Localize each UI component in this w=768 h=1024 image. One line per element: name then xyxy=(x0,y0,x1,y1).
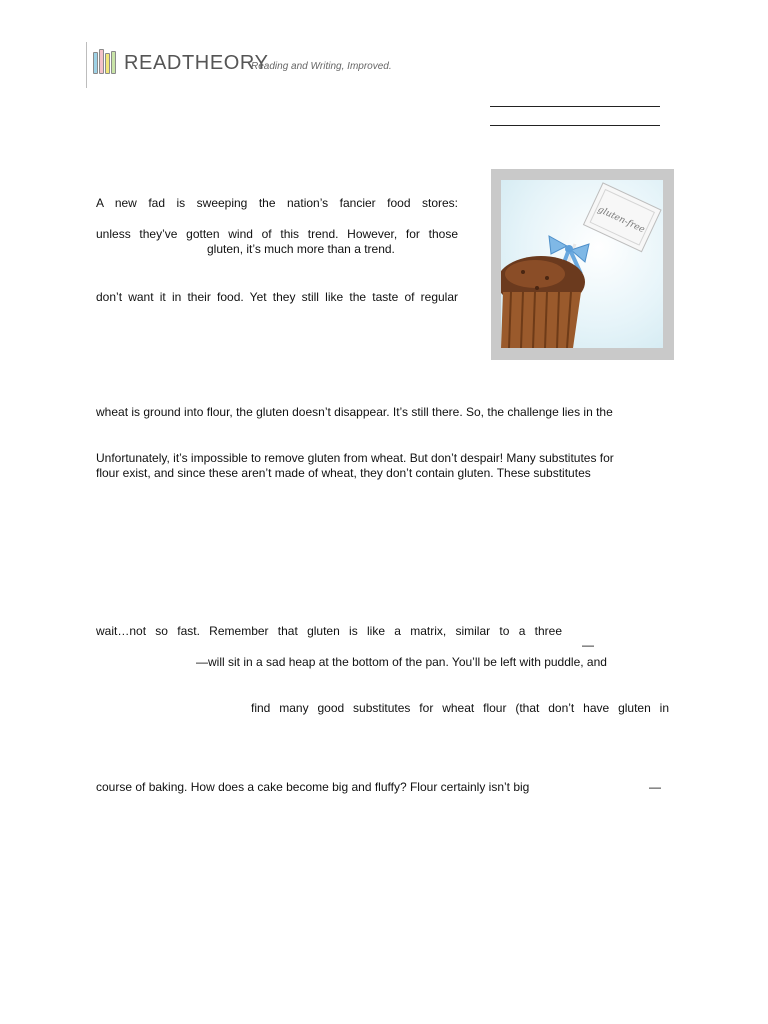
passage-line-9: —will sit in a sad heap at the bottom of the pan. You’ll be left with puddle, and xyxy=(196,655,607,669)
passage-line-5: wheat is ground into flour, the gluten doesn’t disappear. It’s still there. So, the challenge lies in the xyxy=(96,405,613,419)
passage-dash-1: — xyxy=(582,638,594,652)
passage-line-3: gluten, it’s much more than a trend. xyxy=(207,242,395,256)
brand-name: READTHEORY xyxy=(124,52,269,74)
brand-tagline: Reading and Writing, Improved. xyxy=(251,61,392,72)
passage-line-1: A new fad is sweeping the nation’s fancier food stores: xyxy=(96,196,458,210)
passage-line-2: unless they’ve gotten wind of this trend. However, for those xyxy=(96,227,458,241)
passage-line-10: find many good substitutes for wheat flour (that don’t have gluten in xyxy=(251,701,669,715)
passage-line-6: Unfortunately, it’s impossible to remove gluten from wheat. But don’t despair! Many substitutes for xyxy=(96,451,614,465)
muffin-illustration xyxy=(501,180,663,348)
passage-line-4: don’t want it in their food. Yet they still like the taste of regular xyxy=(96,290,458,304)
gluten-free-muffin-image xyxy=(501,180,663,348)
passage-line-11: course of baking. How does a cake become big and fluffy? Flour certainly isn’t big xyxy=(96,780,530,794)
name-line xyxy=(490,106,660,107)
header-divider xyxy=(86,42,87,88)
passage-dash-2: — xyxy=(649,780,661,794)
date-line xyxy=(490,125,660,126)
passage-line-8: wait…not so fast. Remember that gluten is like a matrix, similar to a three xyxy=(96,624,562,638)
passage-line-7: flour exist, and since these aren’t made of wheat, they don’t contain gluten. These substitutes xyxy=(96,466,591,480)
books-logo-icon xyxy=(93,49,119,74)
sign-text: gluten-free xyxy=(595,204,647,236)
